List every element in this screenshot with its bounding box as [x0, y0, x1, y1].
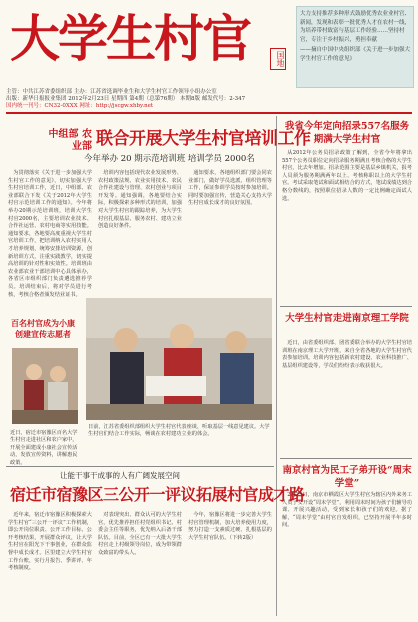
lead-body-col1: 为贯彻落实《关于进一步加强大学生村官工作的意见》，切实加强大学生村官培训工作，近日，中组部、农业部联合下发《关于2012年大学生村官示范培训工作的通知》。今年将举办20期示范培训班，培训大学生村官2000名，主要培训农业技术、合作社运营、农村电商等实用技能。通知要求，各地要高度重视大学生村官培训工作，把培训纳入农村实用人才培养规划，统筹安排培训资源，创新培训方式，注重实践教学，切实提高培训的针对性和实效性。培训班由农业部农业干部培训中心具体承办，各省区市组织部门负责遴选推荐学员。培训结束后，将对学员进行考核，考核合格者颁发结业证书。 [8, 170, 92, 298]
quote-text: 大力支持推荐多种形式鼓励优秀农业业村官、新闻，发现和表彰一批优秀人才在农村一线，为培养带村致富与基层工作经验……坚持村官，专注于乡村振兴，勇担奉献 [300, 11, 411, 43]
right-article3-headline: 南京村官为民工子弟开设“周末学堂” [282, 465, 412, 489]
right-article1-headline: 我省今年定向招录557名服务期满大学生村官 [284, 121, 410, 145]
right-article3-body: 2月23日，南京市栖霞区大学生村官为辖区内外来务工人员子女开设“周末学堂”，利用周末时间为孩子们辅导功课、开展兴趣活动，受到家长和孩子们的欢迎。据了解，“周末学堂”由村官自发组织，已坚持开展半年多时间。 [282, 492, 412, 529]
bottom-kicker: 让能干事干成事的人有广阔发展空间 [60, 471, 180, 480]
lead-subheadline: 今年举办 20 期示范培训班 培训学员 2000名 [84, 154, 255, 164]
lead-body-col3: 通知要求，各地组织部门要会同农业部门，做好学员选派、组织管理等工作，保证参训学员按时参加培训。同时要加强宣传，营造关心支持大学生村官成长成才的良好氛围。 [188, 170, 272, 207]
column-divider [276, 116, 277, 616]
masthead-quote-box [296, 6, 414, 88]
right-article2-body: 近日，由省委组织部、团省委联合举办的大学生村官培训班在南京理工大学开班，来自全省各地的大学生村官代表参加培训。培训内容包括新农村建设、农业科技推广、基层组织建设等，学员们纷纷表示收获很大。 [282, 340, 412, 369]
photo2-image [86, 298, 272, 420]
right-rule-1 [280, 306, 412, 307]
right-article1-body: 从2012年公务员招录政策了解到，全省今年将拿出557个公务员职位定向招录服务期满且考核合格的大学生村官，比去年增加。招录范围主要是基层乡镇机关，报考人员须为服务期满两年以上、考核称职以上的大学生村官。考试采取笔试和面试相结合的方式，笔试成绩达到合格分数线的，按照职位招录人数的一定比例确定面试人选。 [282, 150, 412, 202]
photo1-title: 百名村官成为小康创建宣传志愿者 [11, 318, 75, 339]
photo2-caption: 日前，江苏省委组织部组织大学生村官代表座谈，听取基层一线意见建议。大学生村官们结合工作实际，畅谈在农村建功立业的体会。 [88, 424, 270, 438]
photo1-caption: 近日，宿迁市宿豫区百名大学生村官走进社区和农户家中，开展全面建成小康社会宣传活动，发放宣传资料，讲解惠民政策。 [10, 430, 78, 466]
newspaper-title: 大学生村官 [10, 9, 250, 68]
issue-info: 出版：新华日报报业集团 2012年2月23日 星期四 第4期（总第76期） 本期8版 邮发代号：2-347 [6, 96, 246, 102]
bottom-body-col1: 近年来，宿迁市宿豫区积极探索大学生村官“三公开一评议”工作机制，即公开岗位职责、公开工作目标、公开考核结果，开展群众评议，让大学生村官在阳光下干事创业，在群众监督中成长成才。区里建立大学生村官工作台账，实行月报告、季讲评、年考核制度。 [8, 512, 92, 572]
bottom-section-rule [6, 466, 274, 467]
right-article2-headline: 大学生村官走进南京理工学院 [285, 313, 409, 324]
bottom-body-col2: 对表现突出、群众认可的大学生村官，优先推荐担任村党组织书记、村委会主任等职务，优先纳入后备干部队伍。目前，全区已有一大批大学生村官走上村级领导岗位，成为带领群众致富的带头人。 [98, 512, 182, 556]
right-rule-2 [280, 458, 412, 459]
photo1-image [12, 348, 78, 424]
lead-headline: 联合开展大学生村官培训工作 [96, 129, 311, 149]
bottom-body-col3: 今年，宿豫区将进一步完善大学生村官管理机制，加大培养使用力度，努力打造一支素质过硬、扎根基层的大学生村官队伍。（下转2版） [188, 512, 272, 541]
title-seal: 国地 [270, 48, 286, 70]
web-info: 国内统一刊号：CN32-0XXX 网址：http://jscgw.xhby.net [6, 103, 154, 109]
photo2-graphic [86, 298, 272, 420]
publisher-info: 主管：中共江苏省委组织部 主办：江苏省选调毕业生和大学生村官工作领导小组办公室 [6, 89, 217, 95]
lead-body-col2: 培训内容包括现代农业发展形势、农村政策法规、农业实用技术、农民合作社建设与管理、农村创业与项目开发等。通知强调，各地要结合实际，积极探索多种形式的培训，加强对大学生村官的跟踪培养，为大学生村官扎根基层、服务农村、建功立业创造良好条件。 [98, 170, 182, 230]
masthead [0, 0, 418, 100]
photo1-graphic [12, 348, 78, 424]
quote-source: ——摘自中国中央组织部《关于进一步加强大学生村官工作的意见》 [300, 47, 411, 62]
bottom-headline: 宿迁市宿豫区三公开一评议拓展村官成才路 [10, 485, 305, 504]
lead-kicker: 中组部 农业部 [48, 129, 92, 152]
masthead-rule [6, 112, 412, 114]
